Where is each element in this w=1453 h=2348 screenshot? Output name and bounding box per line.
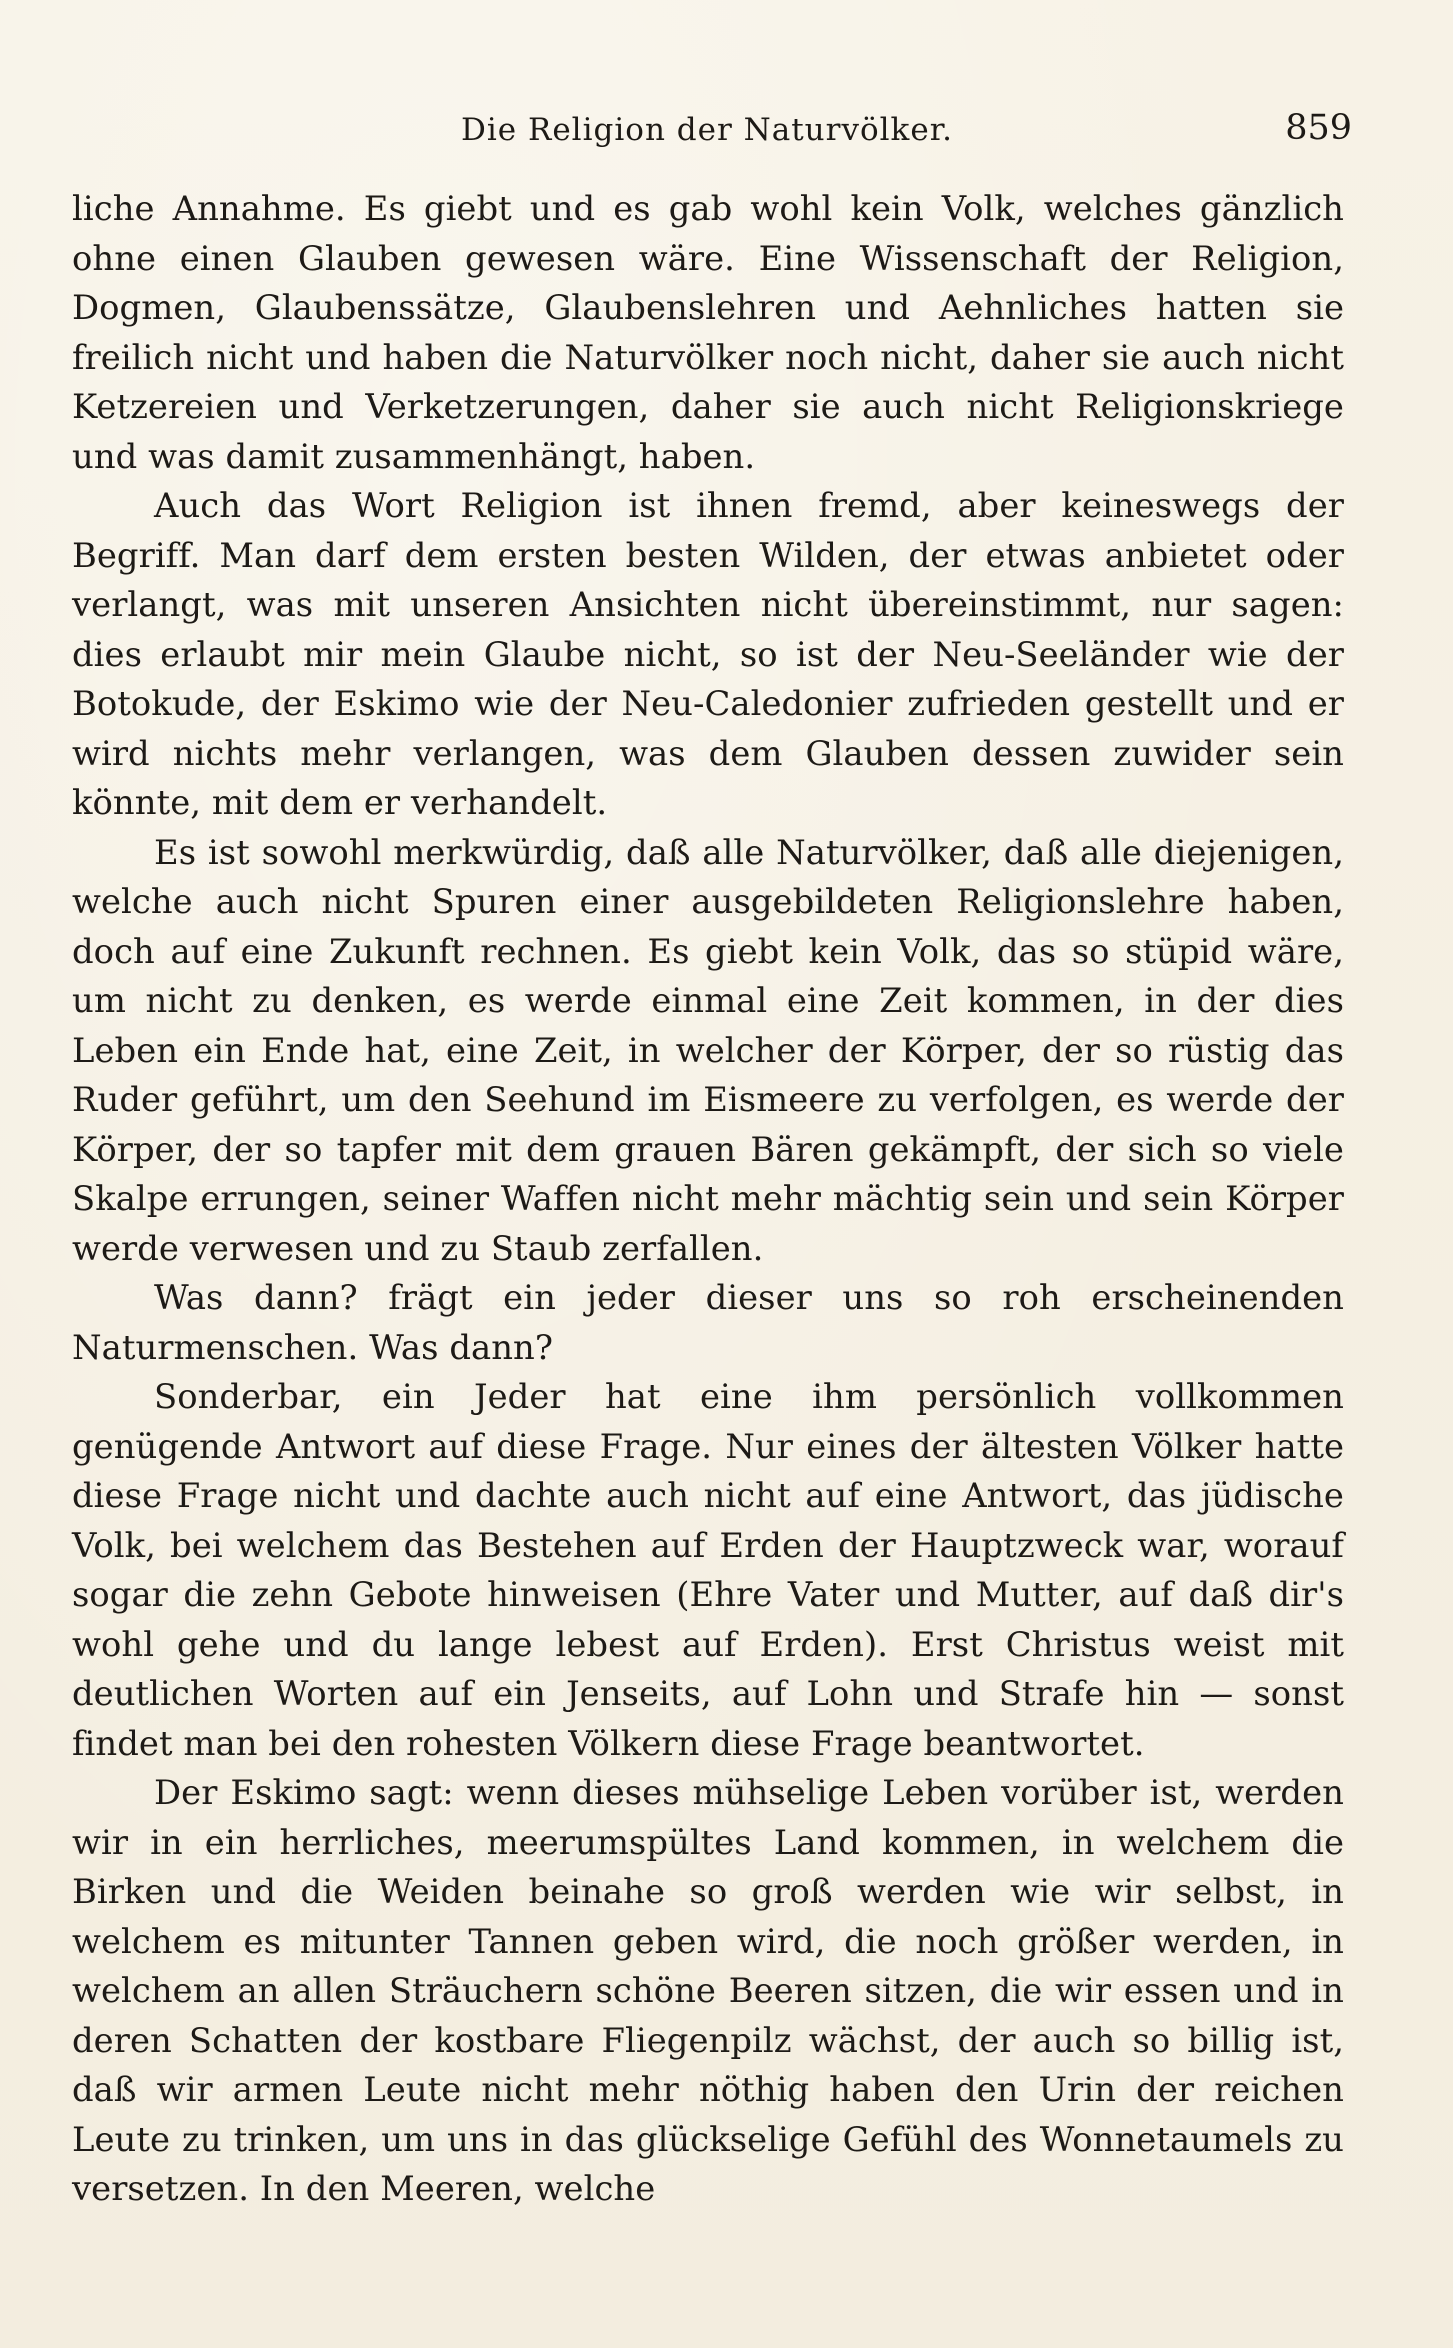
paragraph: Was dann? frägt ein jeder dieser uns so roh erscheinenden Naturmenschen. Was dann? — [72, 1278, 1344, 1367]
page-number: 859 — [1285, 108, 1352, 148]
paragraph: Auch das Wort Religion ist ihnen fremd, aber keineswegs der Begriff. Man darf dem ersten besten Wilden, der etwas anbietet oder verlangt, was mit unseren Ansichten nicht übereinstimmt, nur sagen: dies erlaubt mir mein Glaube nicht, so ist der Neu-Seeländer wie der Botokude, der Eskimo wie der Neu-Caledonier zufrieden gestellt und er wird nichts mehr verlangen, was dem Glauben dessen zuwider sein könnte, mit dem er verhandelt. — [72, 486, 1344, 822]
running-head — [72, 108, 1352, 156]
paragraph: Es ist sowohl merkwürdig, daß alle Naturvölker, daß alle diejenigen, welche auch nicht Spuren einer ausgebildeten Religionslehre haben, doch auf eine Zukunft rechnen. Es giebt kein Volk, das so stüpid wäre, um nicht zu denken, es werde einmal eine Zeit kommen, in der dies Leben ein Ende hat, eine Zeit, in welcher der Körper, der so rüstig das Ruder geführt, um den Seehund im Eismeere zu verfolgen, es werde der Körper, der so tapfer mit dem grauen Bären gekämpft, der sich so viele Skalpe errungen, seiner Waffen nicht mehr mächtig sein und sein Körper werde verwesen und zu Staub zerfallen. — [72, 832, 1344, 1268]
running-title: Die Religion der Naturvölker. — [461, 112, 953, 148]
body-text — [72, 184, 1344, 2214]
paragraph-continuation: liche Annahme. Es giebt und es gab wohl kein Volk, welches gänzlich ohne einen Glauben gewesen wäre. Eine Wissenschaft der Religion, Dogmen, Glaubenssätze, Glaubenslehren und Aehnliches hatten sie freilich nicht und haben die Naturvölker noch nicht, daher sie auch nicht Ketzereien und Verketzerungen, daher sie auch nicht Religionskriege und was damit zusammenhängt, haben. — [72, 189, 1344, 476]
paragraph: Der Eskimo sagt: wenn dieses mühselige Leben vorüber ist, werden wir in ein herrliches, meerumspültes Land kommen, in welchem die Birken und die Weiden beinahe so groß werden wie wir selbst, in welchem es mitunter Tannen geben wird, die noch größer werden, in welchem an allen Sträuchern schöne Beeren sitzen, die wir essen und in deren Schatten der kostbare Fliegenpilz wächst, der auch so billig ist, daß wir armen Leute nicht mehr nöthig haben den Urin der reichen Leute zu trinken, um uns in das glückselige Gefühl des Wonnetaumels zu versetzen. In den Meeren, welche — [72, 1773, 1344, 2208]
paragraph: Sonderbar, ein Jeder hat eine ihm persönlich vollkommen genügende Antwort auf diese Frage. Nur eines der ältesten Völker hatte diese Frage nicht und dachte auch nicht auf eine Antwort, das jüdische Volk, bei welchem das Bestehen auf Erden der Hauptzweck war, worauf sogar die zehn Gebote hinweisen (Ehre Vater und Mutter, auf daß dir's wohl gehe und du lange lebest auf Erden). Erst Christus weist mit deutlichen Worten auf ein Jenseits, auf Lohn und Strafe hin — sonst findet man bei den rohesten Völkern diese Frage beantwortet. — [72, 1377, 1344, 1763]
